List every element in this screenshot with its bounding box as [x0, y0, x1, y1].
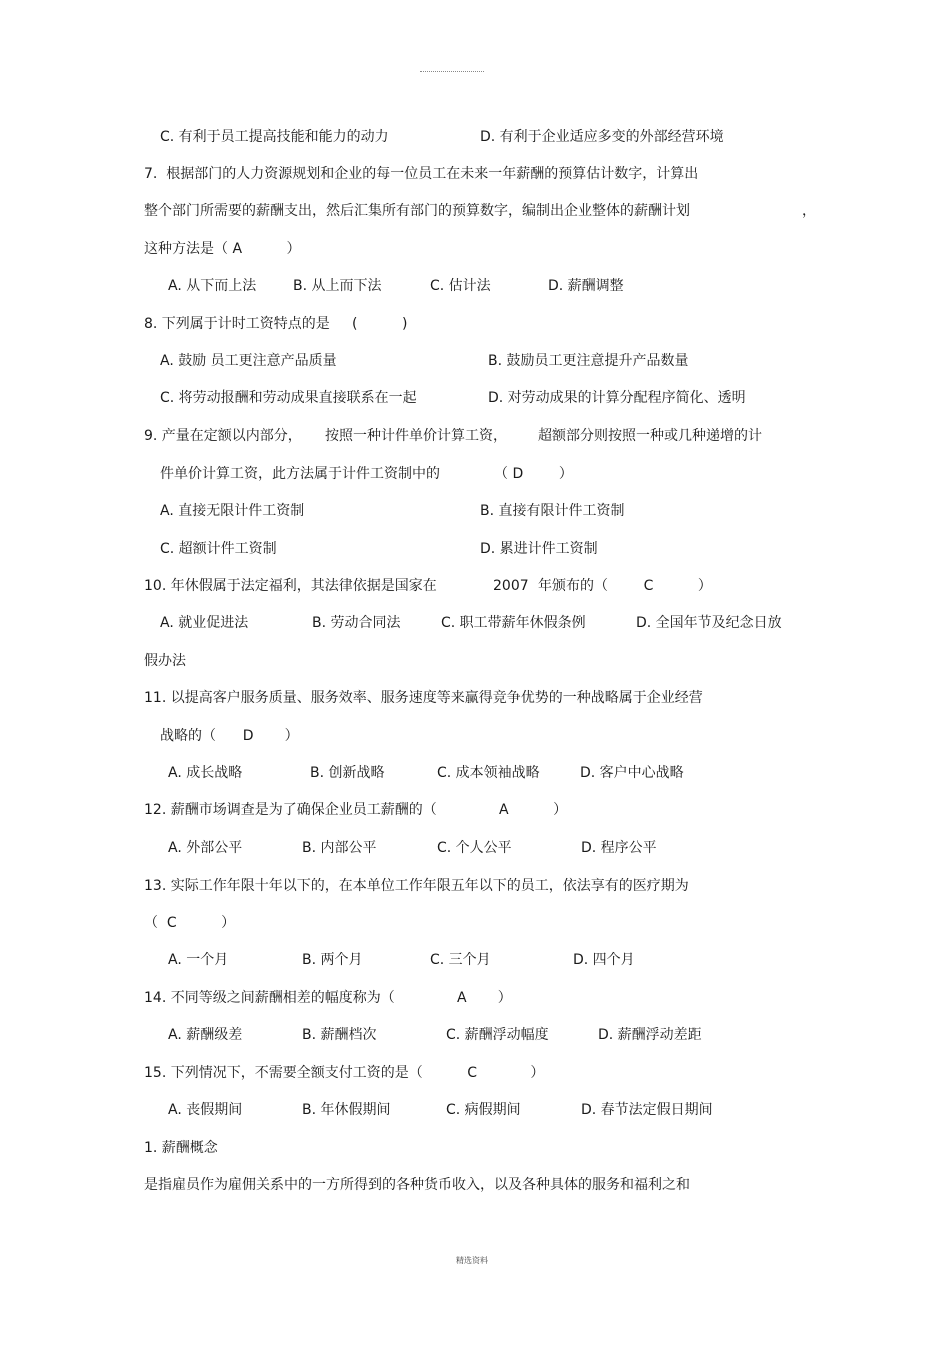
question-10-year: 2007	[493, 578, 529, 594]
question-15: 15. 下列情况下，不需要全额支付工资的是（ C ）	[144, 1065, 545, 1081]
option-a-q8: A. 鼓励 员工更注意产品质量	[160, 353, 337, 369]
option-a-q11: A. 成长战略	[168, 765, 243, 781]
header-rule	[420, 71, 484, 72]
option-b-q13: B. 两个月	[302, 952, 363, 968]
option-c-q6: C. 有利于员工提高技能和能力的动力	[160, 129, 389, 145]
question-7-comma: ，	[802, 203, 816, 219]
question-8: 8. 下列属于计时工资特点的是 ( )	[144, 316, 408, 332]
question-7-line-1: 7. 根据部门的人力资源规划和企业的每一位员工在未来一年薪酬的预算估计数字，计算出	[144, 166, 699, 182]
option-d-q13: D. 四个月	[573, 952, 635, 968]
question-9-part-1: 9. 产量在定额以内部分，	[144, 428, 302, 444]
option-d-q8: D. 对劳动成果的计算分配程序简化、透明	[488, 390, 746, 406]
page-footer: 精选资料	[456, 1256, 488, 1265]
section-heading-salary-concept: 1. 薪酬概念	[144, 1140, 218, 1156]
option-b-q12: B. 内部公平	[302, 840, 377, 856]
question-9-part-3: 超额部分则按照一种或几种递增的计	[538, 428, 762, 444]
option-c-q11: C. 成本领袖战略	[437, 765, 540, 781]
option-a-q15: A. 丧假期间	[168, 1102, 243, 1118]
question-14: 14. 不同等级之间薪酬相差的幅度称为（ A ）	[144, 990, 512, 1006]
option-c-q9: C. 超额计件工资制	[160, 541, 277, 557]
option-b-q9: B. 直接有限计件工资制	[480, 503, 625, 519]
option-c-q14: C. 薪酬浮动幅度	[446, 1027, 549, 1043]
question-11-line-2: 战略的（ D ）	[160, 728, 299, 744]
question-12: 12. 薪酬市场调查是为了确保企业员工薪酬的（ A ）	[144, 802, 568, 818]
option-a-q12: A. 外部公平	[168, 840, 243, 856]
option-d-q14: D. 薪酬浮动差距	[598, 1027, 702, 1043]
option-c-q10: C. 职工带薪年休假条例	[441, 615, 586, 631]
question-11-line-1: 11. 以提高客户服务质量、服务效率、服务速度等来赢得竞争优势的一种战略属于企业经营	[144, 690, 703, 706]
option-d-q9: D. 累进计件工资制	[480, 541, 598, 557]
question-9-line-2: 件单价计算工资，此方法属于计件工资制中的	[160, 466, 440, 482]
question-9-answer: （ D ）	[494, 466, 573, 482]
option-c-q8: C. 将劳动报酬和劳动成果直接联系在一起	[160, 390, 417, 406]
option-b-q10: B. 劳动合同法	[312, 615, 401, 631]
question-7-line-2: 整个部门所需要的薪酬支出，然后汇集所有部门的预算数字，编制出企业整体的薪酬计划	[144, 203, 690, 219]
option-d-q12: D. 程序公平	[581, 840, 657, 856]
question-13-line-1: 13. 实际工作年限十年以下的，在本单位工作年限五年以下的员工，依法享有的医疗期为	[144, 878, 689, 894]
option-a-q13: A. 一个月	[168, 952, 229, 968]
option-a-q7: A. 从下而上法	[168, 278, 257, 294]
option-c-q13: C. 三个月	[430, 952, 491, 968]
option-c-q15: C. 病假期间	[446, 1102, 521, 1118]
option-a-q10: A. 就业促进法	[160, 615, 249, 631]
option-c-q7: C. 估计法	[430, 278, 491, 294]
option-d-q11: D. 客户中心战略	[580, 765, 684, 781]
option-b-q11: B. 创新战略	[310, 765, 385, 781]
question-10-part-2: 年颁布的（ C ）	[538, 578, 712, 594]
question-7-line-3: 这种方法是（ A ）	[144, 241, 301, 257]
option-b-q15: B. 年休假期间	[302, 1102, 391, 1118]
option-d-q15: D. 春节法定假日期间	[581, 1102, 713, 1118]
option-d-q10: D. 全国年节及纪念日放	[636, 615, 782, 631]
option-b-q7: B. 从上而下法	[293, 278, 382, 294]
question-10-part-1: 10. 年休假属于法定福利，其法律依据是国家在	[144, 578, 437, 594]
option-d-q6: D. 有利于企业适应多变的外部经营环境	[480, 129, 724, 145]
option-a-q14: A. 薪酬级差	[168, 1027, 243, 1043]
salary-concept-definition: 是指雇员作为雇佣关系中的一方所得到的各种货币收入，以及各种具体的服务和福利之和	[144, 1177, 690, 1193]
option-b-q8: B. 鼓励员工更注意提升产品数量	[488, 353, 689, 369]
option-d-q7: D. 薪酬调整	[548, 278, 624, 294]
option-c-q12: C. 个人公平	[437, 840, 512, 856]
option-a-q9: A. 直接无限计件工资制	[160, 503, 305, 519]
question-9-part-2: 按照一种计件单价计算工资，	[325, 428, 507, 444]
option-d-q10-continued: 假办法	[144, 653, 186, 669]
question-13-answer: （ C ）	[144, 915, 236, 931]
option-b-q14: B. 薪酬档次	[302, 1027, 377, 1043]
